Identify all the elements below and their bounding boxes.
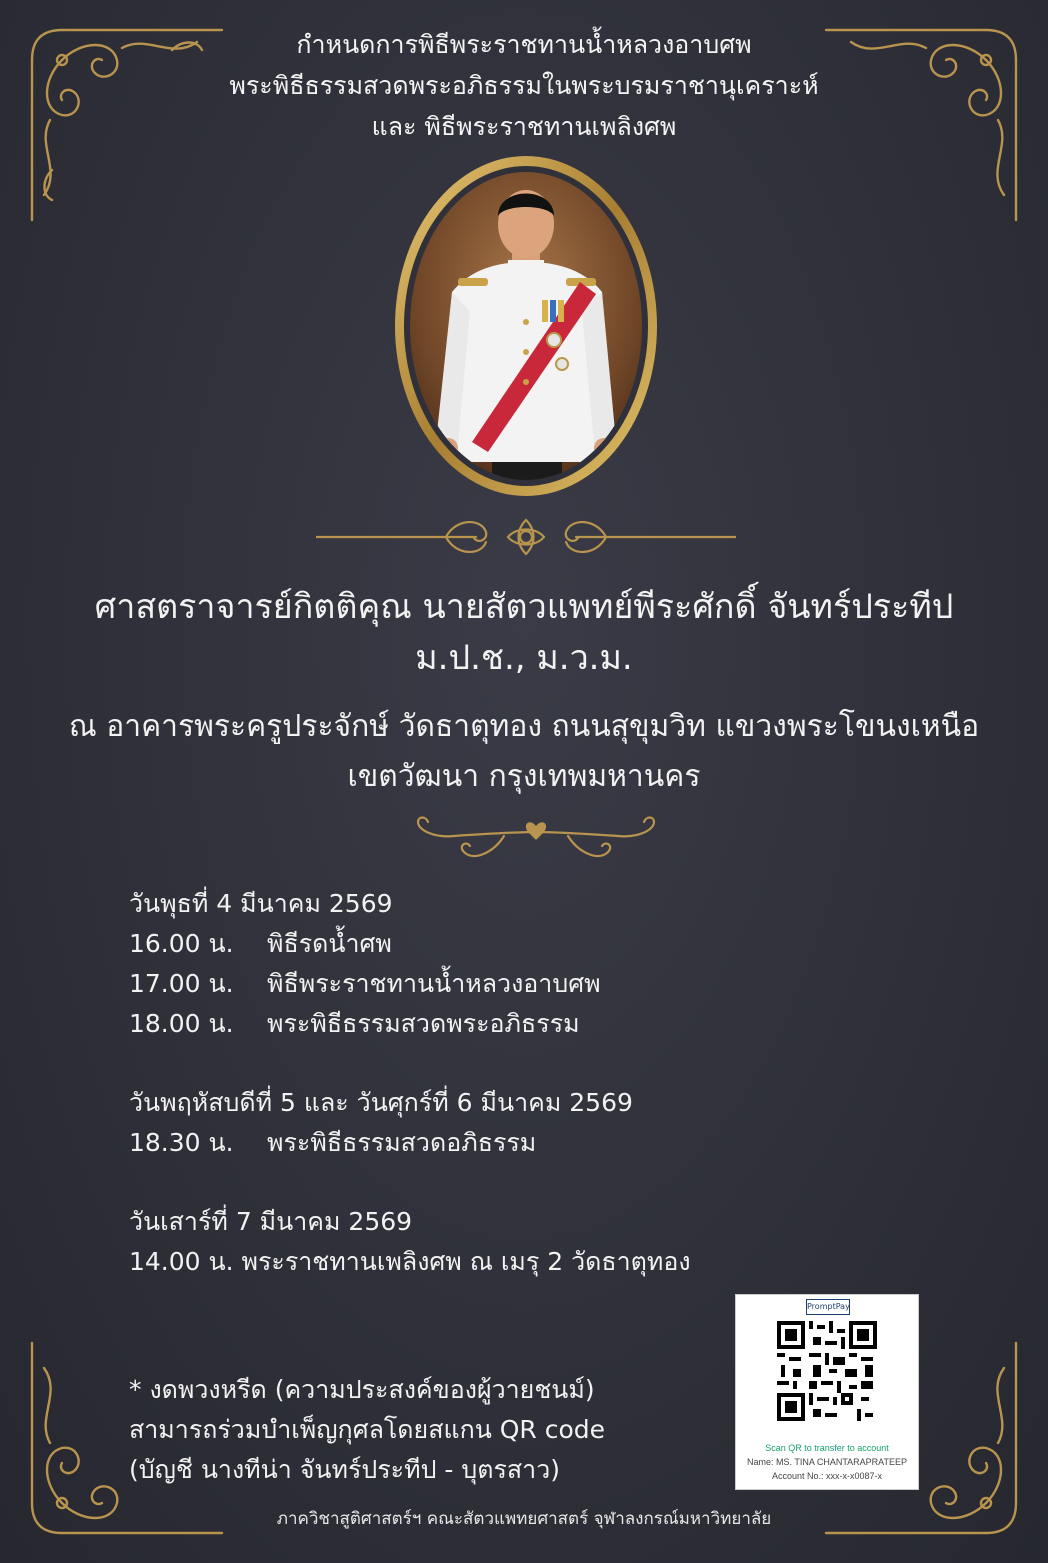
schedule-day [129, 1202, 769, 1282]
portrait-photo [392, 152, 660, 500]
footer-organization: ภาควิชาสูติศาสตร์ฯ คณะสัตวแพทยศาสตร์ จุฬาลงกรณ์มหาวิทยาลัย [276, 1509, 772, 1529]
note-line-1: * งดพวงหรีด (ความประสงค์ของผู้วายชนม์) [129, 1375, 595, 1404]
schedule-time: 16.00 น. [129, 929, 234, 958]
deceased-name-block [0, 584, 1048, 686]
qr-caption: Scan QR to transfer to account [765, 1443, 889, 1453]
schedule-time: 17.00 น. [129, 969, 234, 998]
schedule-item: 14.00 น. พระราชทานเพลิงศพ ณ เมรุ 2 วัดธาตุทอง [129, 1247, 691, 1276]
deceased-name: ศาสตราจารย์กิตติคุณ นายสัตวแพทย์พีระศักดิ์ จันทร์ประทีป [94, 587, 954, 627]
wreath-note [129, 1370, 729, 1490]
schedule-item [129, 1004, 769, 1044]
announcement-header [0, 24, 1048, 147]
schedule-item [129, 924, 769, 964]
schedule-time: 18.30 น. [129, 1128, 234, 1157]
note-line-3: (บัญชี นางทีน่า จันทร์ประทีป - บุตรสาว) [129, 1455, 560, 1484]
qr-account-number: Account No.: xxx-x-x0087-x [771, 1471, 883, 1481]
header-line-2: พระพิธีธรรมสวดพระอภิธรรมในพระบรมราชานุเคราะห์ [229, 71, 819, 100]
promptpay-qr-card[interactable] [735, 1294, 919, 1490]
schedule-event: พระพิธีธรรมสวดพระอภิธรรม [267, 1009, 580, 1038]
schedule-time: 18.00 น. [129, 1009, 234, 1038]
venue-block [0, 702, 1048, 802]
schedule-day-title: วันเสาร์ที่ 7 มีนาคม 2569 [129, 1207, 413, 1236]
ornament-divider-middle [404, 812, 668, 870]
schedule-item [129, 1123, 769, 1163]
header-line-3: และ พิธีพระราชทานเพลิงศพ [371, 112, 677, 141]
schedule-event: พิธีรดน้ำศพ [267, 929, 392, 958]
ornament-divider-top [316, 510, 736, 564]
schedule-day-title: วันพุธที่ 4 มีนาคม 2569 [129, 889, 393, 918]
portrait-frame [392, 152, 660, 500]
venue-line-1: ณ อาคารพระครูประจักษ์ วัดธาตุทอง ถนนสุขุมวิท แขวงพระโขนงเหนือ [68, 709, 980, 744]
venue-line-2: เขตวัฒนา กรุงเทพมหานคร [347, 759, 701, 794]
note-line-2: สามารถร่วมบำเพ็ญกุศลโดยสแกน QR code [129, 1415, 606, 1444]
schedule-item [129, 964, 769, 1004]
royal-decorations: ม.ป.ช., ม.ว.ม. [415, 638, 633, 678]
schedule-day [129, 1083, 769, 1163]
schedule-day [129, 884, 769, 1044]
header-line-1: กำหนดการพิธีพระราชทานน้ำหลวงอาบศพ [296, 30, 752, 59]
schedule-event: พระพิธีธรรมสวดอภิธรรม [267, 1128, 537, 1157]
schedule-day-title: วันพฤหัสบดีที่ 5 และ วันศุกร์ที่ 6 มีนาคม 2569 [129, 1088, 633, 1117]
ceremony-schedule [129, 884, 769, 1321]
schedule-event: พิธีพระราชทานน้ำหลวงอาบศพ [267, 969, 601, 998]
qr-account-name: Name: MS. TINA CHANTARAPRATEEP [746, 1457, 908, 1467]
qr-code-icon[interactable] [777, 1321, 877, 1421]
promptpay-logo: PromptPay [806, 1299, 850, 1315]
